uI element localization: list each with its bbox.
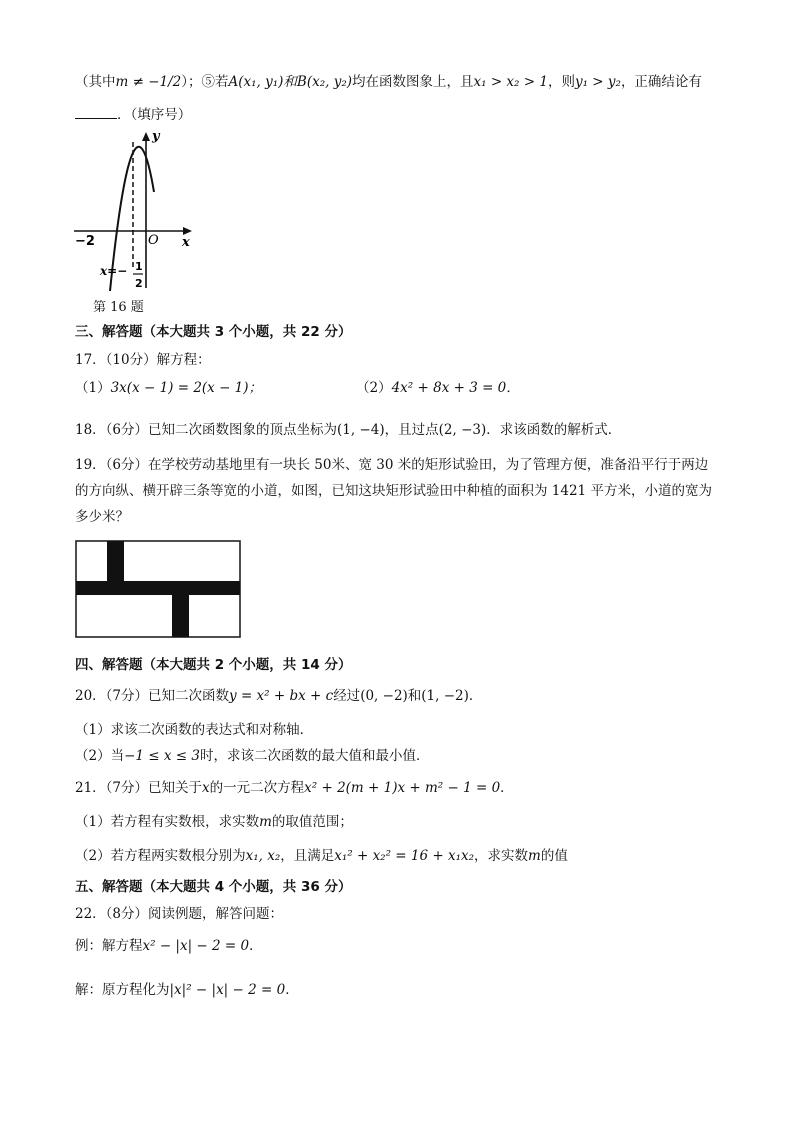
- q21-part1: [75, 812, 353, 832]
- q20-text: 时，求该二次函数的最大值和最小值．: [200, 748, 430, 764]
- q19-line-2: 的方向纵、横开辟三条等宽的小道，如图，已知这块矩形试验田中种植的面积为 1421 平方米，小道的宽为: [75, 483, 712, 499]
- q16-condition: m ≠ −1/2: [115, 74, 182, 90]
- q22-text: 例：解方程: [75, 938, 143, 954]
- q18-line: [75, 420, 621, 440]
- q17-stem: 17．（10分）解方程：: [75, 352, 211, 368]
- q16-fill-line: [75, 104, 191, 125]
- origin-label: O: [148, 233, 159, 248]
- y-axis-label: y: [152, 129, 160, 144]
- q16-text: ）；⑤若: [181, 74, 229, 90]
- q22-example: [75, 936, 263, 956]
- section-4-title: 四、解答题（本大题共 2 个小题，共 14 分）: [75, 657, 352, 673]
- q19-line-1: 19．（6分）在学校劳动基地里有一块长 50米、宽 30 米的矩形试验田，为了管理方便，准备沿平行于两边: [75, 457, 709, 473]
- q21-variable: x: [202, 780, 210, 796]
- neg-two-label: −2: [75, 234, 95, 249]
- x-axis-arrow: [183, 227, 192, 235]
- q21-text: （1）若方程有实数根，求实数: [75, 814, 260, 830]
- q16-inequality: x₁ > x₂ > 1: [473, 74, 548, 90]
- q22-solution: [75, 980, 299, 1000]
- q21-condition: x₁² + x₂² = 16 + x₁x₂: [334, 848, 475, 864]
- symmetry-eq-label: x=−: [100, 264, 128, 278]
- vertical-path-top: [107, 541, 124, 583]
- q22-text: ．: [249, 938, 263, 954]
- q20-function: y = x² + bx + c: [229, 688, 334, 704]
- q16-caption: 第 16 题: [93, 300, 144, 315]
- q18-text: ，且过点: [384, 422, 439, 438]
- q21-text: ，求实数: [474, 848, 529, 864]
- q17-p2-equation: 4x² + 8x + 3 = 0．: [391, 380, 520, 396]
- q17-part1: [75, 378, 262, 398]
- q20-text: 20．（7分）已知二次函数: [75, 688, 230, 704]
- q16-fill-suffix: ．（填序号）: [117, 107, 192, 123]
- horizontal-path: [76, 581, 240, 595]
- q16-text: （其中: [75, 74, 116, 90]
- q21-stem: [75, 778, 514, 798]
- q21-text: 的一元二次方程: [209, 780, 305, 796]
- q20-part2: [75, 746, 430, 766]
- q22-text: 解：原方程化为: [75, 982, 170, 998]
- q20-text: 经过: [333, 688, 361, 704]
- q20-text: ．: [468, 688, 483, 704]
- answer-blank[interactable]: [75, 104, 117, 119]
- q22-stem: 22．（8分）阅读例题，解答问题：: [75, 906, 284, 922]
- q17-p2-label: （2）: [356, 380, 392, 396]
- q19-field-figure: [74, 538, 244, 640]
- fraction-denominator: 2: [135, 277, 143, 290]
- q22-solution-equation: |x|² − |x| − 2 = 0: [169, 982, 286, 998]
- q21-text: 的取值范围；: [271, 814, 353, 830]
- q22-text: ．: [285, 982, 299, 998]
- q21-roots: x₁, x₂: [245, 848, 281, 864]
- q16-inequality: y₁ > y₂: [574, 74, 621, 90]
- q21-text: 21．（7分）已知关于: [75, 780, 203, 796]
- q18-vertex: (1, −4): [337, 422, 385, 438]
- q16-text: 均在函数图象上，且: [352, 74, 474, 90]
- q21-text: ，且满足: [280, 848, 335, 864]
- q16-text: ，正确结论有: [620, 74, 702, 90]
- q18-text: ．求该函数的解析式．: [486, 422, 622, 438]
- q21-equation: x² + 2(m + 1)x + m² − 1 = 0: [304, 780, 501, 796]
- fraction-numerator: 1: [135, 260, 143, 273]
- q17-p1-equation: 3x(x − 1) = 2(x − 1)；: [110, 380, 263, 396]
- section-3-title: 三、解答题（本大题共 3 个小题，共 22 分）: [75, 324, 352, 340]
- q21-m: m: [528, 848, 541, 864]
- q21-text: 的值: [540, 848, 568, 864]
- q16-text: ，则: [547, 74, 575, 90]
- q17-part2: [356, 378, 520, 398]
- y-axis-arrow: [142, 132, 150, 141]
- q17-p1-label: （1）: [75, 380, 111, 396]
- q20-part1: （1）求该二次函数的表达式和对称轴．: [75, 722, 314, 738]
- q20-range: −1 ≤ x ≤ 3: [124, 748, 200, 764]
- q18-point: (2, −3): [438, 422, 487, 438]
- q21-part2: [75, 846, 568, 866]
- q22-example-equation: x² − |x| − 2 = 0: [142, 938, 250, 954]
- q20-text: （2）当: [75, 748, 125, 764]
- q21-text: （2）若方程两实数根分别为: [75, 848, 246, 864]
- q21-m: m: [259, 814, 272, 830]
- q16-parabola-graph: [70, 128, 200, 294]
- x-axis-label: x: [182, 235, 190, 250]
- q21-text: ．: [500, 780, 514, 796]
- q20-points: (0, −2)和(1, −2): [360, 688, 469, 704]
- q16-points: A(x₁, y₁)和B(x₂, y₂): [228, 74, 353, 90]
- section-5-title: 五、解答题（本大题共 4 个小题，共 36 分）: [75, 879, 352, 895]
- q16-continuation-line: [75, 72, 702, 92]
- q18-text: 18．（6分）已知二次函数图象的顶点坐标为: [75, 422, 338, 438]
- q19-line-3: 多少米？: [75, 509, 129, 525]
- vertical-path-bottom: [172, 593, 189, 637]
- q20-stem: [75, 686, 482, 706]
